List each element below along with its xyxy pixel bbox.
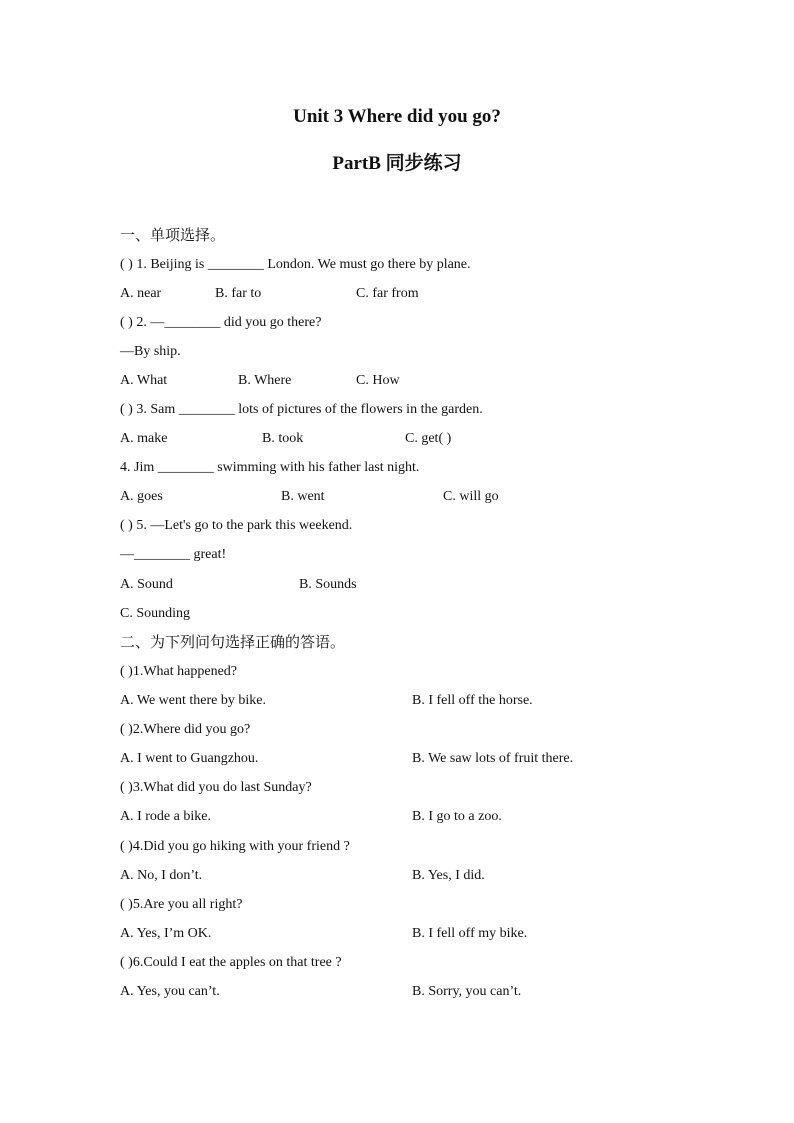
s2-q5-option-a: A. Yes, I’m OK. [120,926,212,941]
s2-q5-option-b: B. I fell off my bike. [412,926,528,941]
q1-option-b: B. far to [215,286,262,301]
q2-reply: —By ship. [120,344,181,359]
s2-q4-question: ( )4.Did you go hiking with your friend ? [120,839,350,854]
s2-q4-option-a: A. No, I don’t. [120,868,203,883]
q2-options [120,371,680,391]
s2-q6-options [120,982,680,1002]
q2-stem: ( ) 2. —________ did you go there? [120,315,322,330]
s2-q2-options [120,749,680,769]
s2-q4-option-b: B. Yes, I did. [412,868,485,883]
q5-option-a: A. Sound [120,577,173,592]
q1-options [120,284,680,304]
q4-option-a: A. goes [120,489,163,504]
q5-stem: ( ) 5. —Let's go to the park this weekend. [120,518,353,533]
worksheet-title: Unit 3 Where did you go? [293,106,501,127]
s2-q5-options [120,924,680,944]
q5-options [120,575,680,595]
s2-q6-option-a: A. Yes, you can’t. [120,984,220,999]
q5-reply: —________ great! [120,547,227,562]
s2-q6-question: ( )6.Could I eat the apples on that tree ? [120,955,342,970]
q4-option-b: B. went [281,489,325,504]
q3-stem: ( ) 3. Sam ________ lots of pictures of the flowers in the garden. [120,402,483,417]
s2-q2-option-b: B. We saw lots of fruit there. [412,751,574,766]
s2-q3-option-b: B. I go to a zoo. [412,809,502,824]
q1-stem: ( ) 1. Beijing is ________ London. We must go there by plane. [120,257,471,272]
q3-options [120,429,680,449]
q5-option-b: B. Sounds [299,577,357,592]
q3-option-c: C. get( ) [405,431,452,446]
q1-option-c: C. far from [356,286,419,301]
q2-option-a: A. What [120,373,168,388]
q5-option-c: C. Sounding [120,606,191,621]
s2-q3-question: ( )3.What did you do last Sunday? [120,780,312,795]
s2-q3-options [120,807,680,827]
s2-q2-option-a: A. I went to Guangzhou. [120,751,259,766]
s2-q5-question: ( )5.Are you all right? [120,897,243,912]
q3-option-b: B. took [262,431,304,446]
s2-q1-question: ( )1.What happened? [120,664,237,679]
q4-stem: 4. Jim ________ swimming with his father last night. [120,460,420,475]
s2-q4-options [120,866,680,886]
q2-option-c: C. How [356,373,400,388]
q1-option-a: A. near [120,286,162,301]
s2-q2-question: ( )2.Where did you go? [120,722,251,737]
q3-option-a: A. make [120,431,168,446]
q2-option-b: B. Where [238,373,292,388]
s2-q3-option-a: A. I rode a bike. [120,809,211,824]
s2-q1-option-a: A. We went there by bike. [120,693,266,708]
section2-heading: 二、为下列问句选择正确的答语。 [120,635,346,651]
q4-options [120,487,680,507]
s2-q6-option-b: B. Sorry, you can’t. [412,984,522,999]
s2-q1-option-b: B. I fell off the horse. [412,693,533,708]
section1-heading: 一、单项选择。 [120,228,226,244]
q4-option-c: C. will go [443,489,499,504]
s2-q1-options [120,691,680,711]
worksheet-subtitle: PartB 同步练习 [332,153,462,174]
